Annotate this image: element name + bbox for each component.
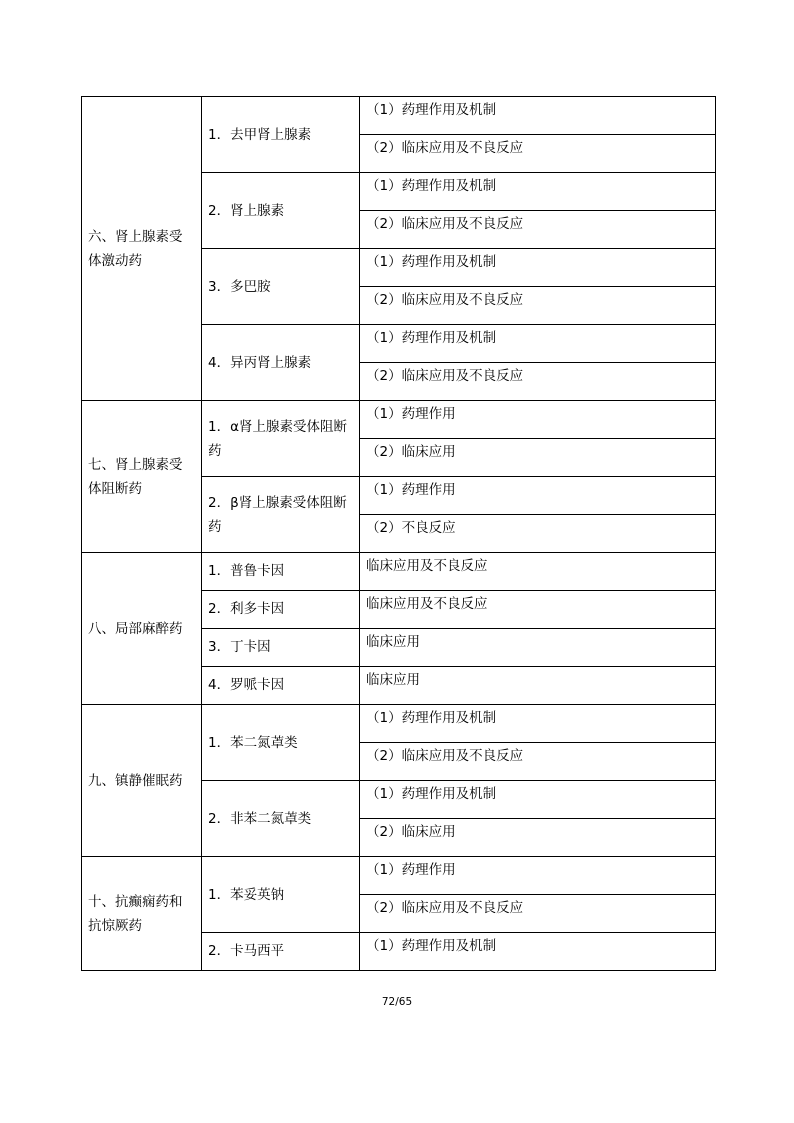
topic-item: （1）药理作用 — [360, 857, 716, 895]
topic-item: 临床应用及不良反应 — [360, 591, 716, 629]
drug-name: 1．普鲁卡因 — [202, 553, 360, 591]
drug-name: 1．去甲肾上腺素 — [202, 97, 360, 173]
drug-name: 1．苯二氮䓬类 — [202, 705, 360, 781]
topic-item: （1）药理作用及机制 — [360, 781, 716, 819]
topic-item: （2）临床应用及不良反应 — [360, 743, 716, 781]
syllabus-table — [81, 96, 716, 971]
topic-item: （1）药理作用及机制 — [360, 97, 716, 135]
drug-name: 3．多巴胺 — [202, 249, 360, 325]
section-title: 八、局部麻醉药 — [82, 553, 202, 705]
topic-item: （1）药理作用及机制 — [360, 249, 716, 287]
topic-item: （2）临床应用及不良反应 — [360, 211, 716, 249]
drug-name: 3．丁卡因 — [202, 629, 360, 667]
syllabus-table-body — [82, 97, 716, 971]
topic-item: （2）临床应用及不良反应 — [360, 363, 716, 401]
table-row — [82, 401, 716, 439]
drug-name: 2．肾上腺素 — [202, 173, 360, 249]
section-title: 十、抗癫痫药和抗惊厥药 — [82, 857, 202, 971]
table-row — [82, 97, 716, 135]
topic-item: （2）临床应用及不良反应 — [360, 135, 716, 173]
section-title: 七、肾上腺素受体阻断药 — [82, 401, 202, 553]
drug-name: 4．罗哌卡因 — [202, 667, 360, 705]
topic-item: （1）药理作用及机制 — [360, 325, 716, 363]
drug-name: 1．α肾上腺素受体阻断药 — [202, 401, 360, 477]
topic-item: （2）临床应用 — [360, 819, 716, 857]
topic-item: （2）不良反应 — [360, 515, 716, 553]
drug-name: 2．利多卡因 — [202, 591, 360, 629]
topic-item: 临床应用及不良反应 — [360, 553, 716, 591]
topic-item: （1）药理作用 — [360, 401, 716, 439]
topic-item: （2）临床应用及不良反应 — [360, 895, 716, 933]
topic-item: 临床应用 — [360, 667, 716, 705]
drug-name: 2．β肾上腺素受体阻断药 — [202, 477, 360, 553]
page-number: 72/65 — [381, 996, 413, 1008]
topic-item: 临床应用 — [360, 629, 716, 667]
topic-item: （2）临床应用及不良反应 — [360, 287, 716, 325]
table-row — [82, 553, 716, 591]
section-title: 六、肾上腺素受体激动药 — [82, 97, 202, 401]
topic-item: （1）药理作用及机制 — [360, 705, 716, 743]
drug-name: 4．异丙肾上腺素 — [202, 325, 360, 401]
topic-item: （1）药理作用及机制 — [360, 933, 716, 971]
topic-item: （1）药理作用及机制 — [360, 173, 716, 211]
table-row — [82, 857, 716, 895]
drug-name: 2．非苯二氮䓬类 — [202, 781, 360, 857]
drug-name: 2．卡马西平 — [202, 933, 360, 971]
topic-item: （1）药理作用 — [360, 477, 716, 515]
topic-item: （2）临床应用 — [360, 439, 716, 477]
table-row — [82, 705, 716, 743]
drug-name: 1．苯妥英钠 — [202, 857, 360, 933]
section-title: 九、镇静催眠药 — [82, 705, 202, 857]
